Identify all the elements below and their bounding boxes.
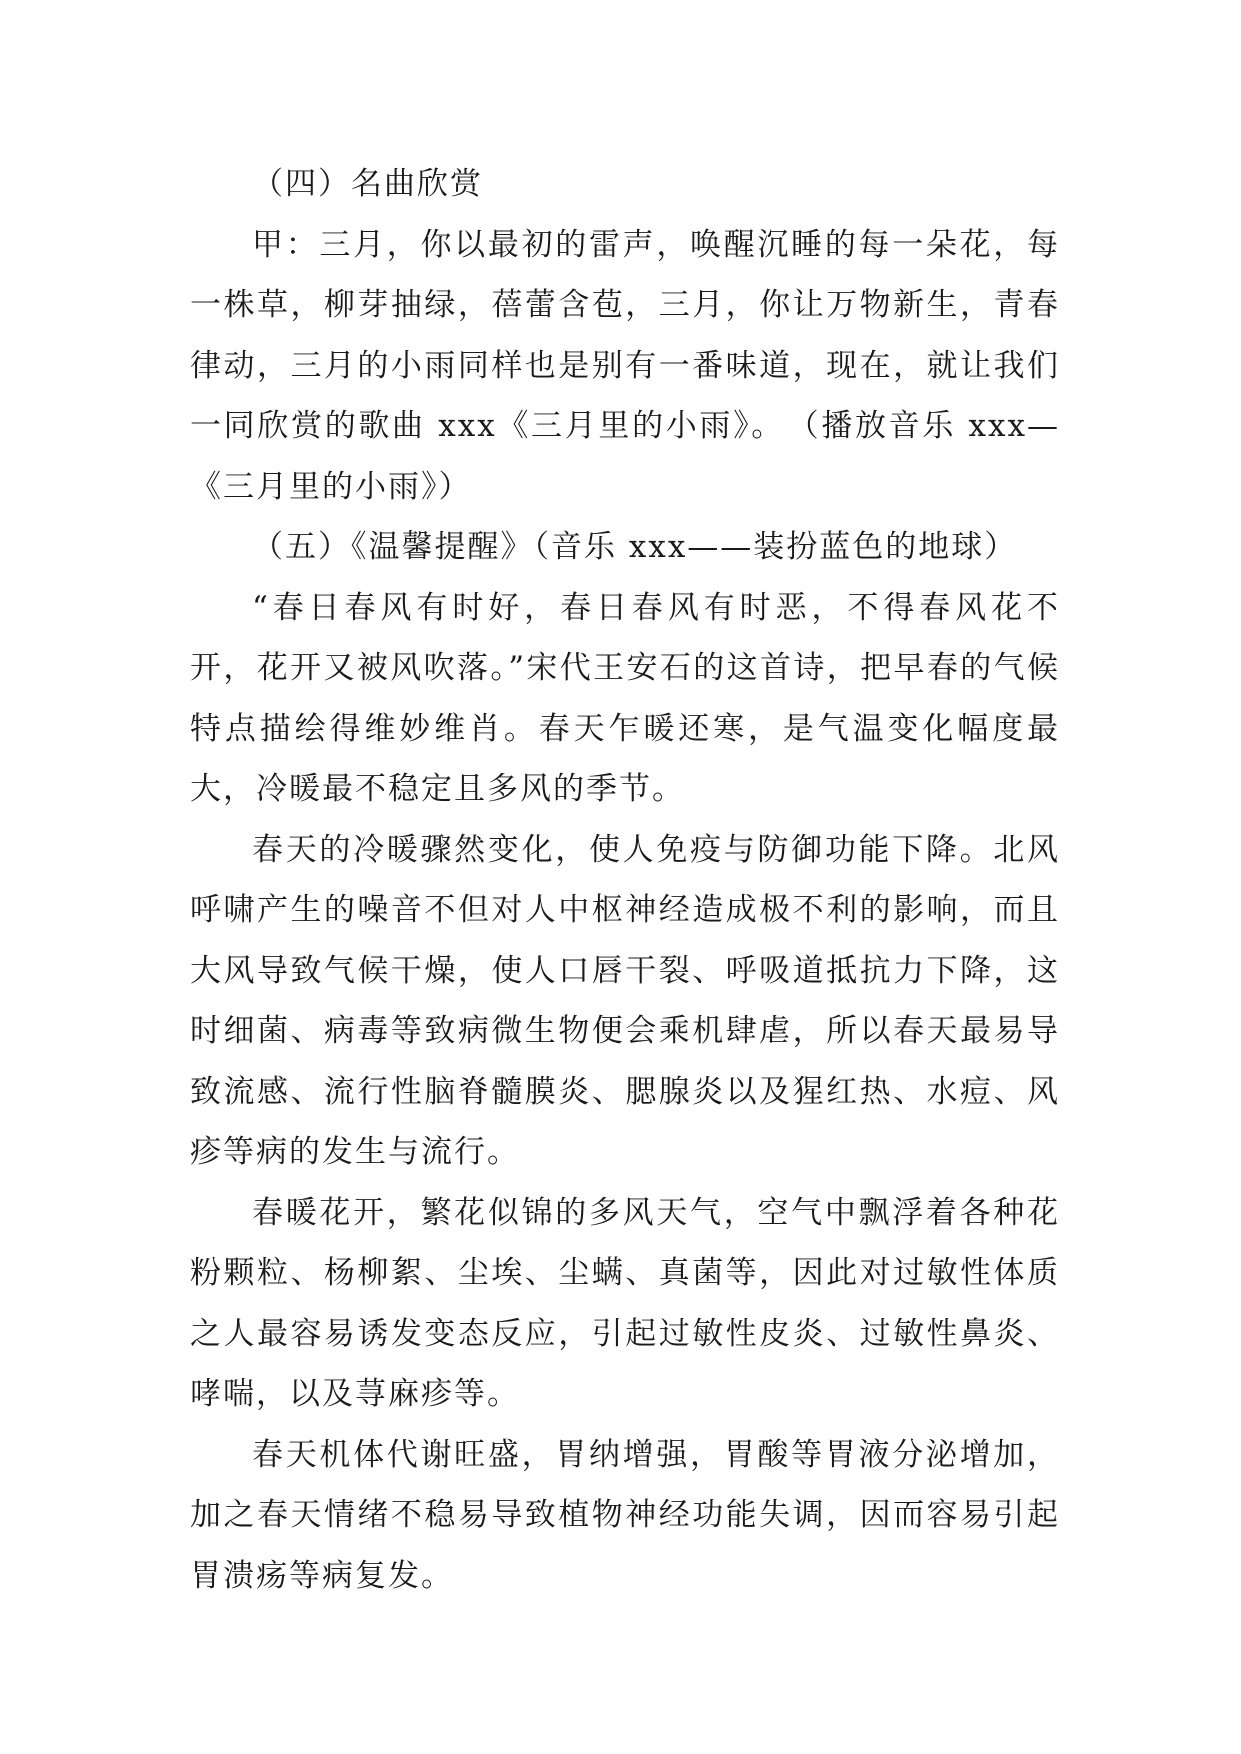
section-heading-5: （五）《温馨提醒》（音乐 xxx——装扮蓝色的地球） xyxy=(252,529,1018,565)
paragraph: 春天的冷暖骤然变化，使人免疫与防御功能下降。北风呼啸产生的噪音不但对人中枢神经造成极不利的影响，而且大风导致气候干燥，使人口唇干裂、呼吸道抵抗力下降，这时细菌、病毒等致病微生物便会乘机肆虐，所以春天最易导致流感、流行性脑脊髓膜炎、腮腺炎以及猩红热、水痘、风疹等病的发生与流行。 xyxy=(190,831,1060,1170)
document-body xyxy=(190,154,1060,1606)
paragraph: “春日春风有时好，春日春风有时恶，不得春风花不开，花开又被风吹落。”宋代王安石的这首诗，把早春的气候特点描绘得维妙维肖。春天乍暖还寒，是气温变化幅度最大，冷暖最不稳定且多风的季节。 xyxy=(190,589,1060,807)
section-heading-4: （四）名曲欣赏 xyxy=(252,166,483,202)
paragraph: 春天机体代谢旺盛，胃纳增强，胃酸等胃液分泌增加，加之春天情绪不稳易导致植物神经功能失调，因而容易引起胃溃疡等病复发。 xyxy=(190,1436,1060,1594)
paragraph: 甲：三月，你以最初的雷声，唤醒沉睡的每一朵花，每一株草，柳芽抽绿，蓓蕾含苞，三月，你让万物新生，青春律动，三月的小雨同样也是别有一番味道，现在，就让我们一同欣赏的歌曲 xxx《三月里的小雨》。 （播放音乐 xxx—《三月里的小雨》） xyxy=(190,226,1060,505)
paragraph: 春暖花开，繁花似锦的多风天气，空气中飘浮着各种花粉颗粒、杨柳絮、尘埃、尘螨、真菌等，因此对过敏性体质之人最容易诱发变态反应，引起过敏性皮炎、过敏性鼻炎、哮喘，以及荨麻疹等。 xyxy=(190,1194,1060,1412)
